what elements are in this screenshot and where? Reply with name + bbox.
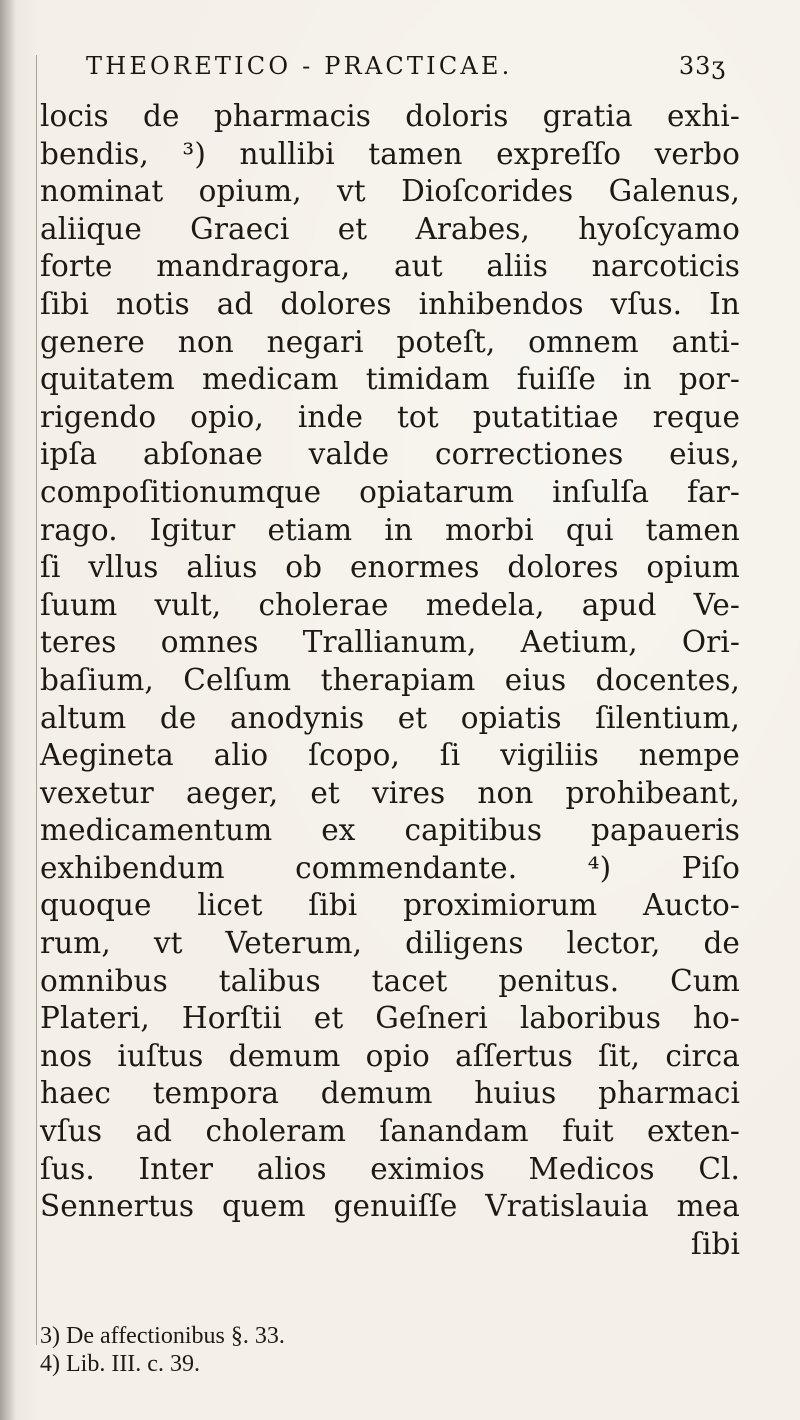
text-line: forte mandragora, aut aliis narcoticis bbox=[40, 249, 740, 284]
text-line: vſus ad choleram ſanandam fuit exten- bbox=[40, 1114, 740, 1149]
text-line: teres omnes Trallianum, Aetium, Ori- bbox=[40, 625, 740, 660]
text-line: ſi vllus alius ob enormes dolores opium bbox=[40, 550, 740, 585]
text-line: ſus. Inter alios eximios Medicos Cl. bbox=[40, 1151, 740, 1186]
text-line: aliique Graeci et Arabes, hyoſcyamo bbox=[40, 211, 740, 246]
text-line: genere non negari poteſt, omnem anti- bbox=[40, 324, 740, 359]
page-header bbox=[86, 52, 726, 92]
footnote: 4) Lib. III. c. 39. bbox=[40, 1351, 200, 1377]
text-line: ſibi notis ad dolores inhibendos vſus. In bbox=[40, 286, 740, 321]
text-line: exhibendum commendante. ⁴) Piſo bbox=[40, 850, 740, 885]
text-line: medicamentum ex capitibus papaueris bbox=[40, 813, 740, 848]
text-line: locis de pharmacis doloris gratia exhi- bbox=[40, 99, 740, 133]
gutter-shadow bbox=[0, 0, 16, 1420]
text-line: Plateri, Horſtii et Geſneri laboribus ho- bbox=[40, 1001, 740, 1036]
text-line: nominat opium, vt Dioſcorides Galenus, bbox=[40, 174, 740, 209]
text-line: Sennertus quem genuiſſe Vratislauia mea bbox=[40, 1189, 740, 1224]
text-line: ſuum vult, cholerae medela, apud Ve- bbox=[40, 587, 740, 622]
text-line: compoſitionumque opiatarum inſulſa far- bbox=[40, 474, 740, 509]
text-line: vexetur aeger, et vires non prohibeant, bbox=[40, 775, 740, 810]
text-line: rigendo opio, inde tot putatitiae reque bbox=[40, 399, 740, 434]
text-line: haec tempora demum huius pharmaci bbox=[40, 1076, 740, 1111]
text-line: ipſa abſonae valde correctiones eius, bbox=[40, 437, 740, 472]
text-line: rum, vt Veterum, diligens lector, de bbox=[40, 926, 740, 961]
text-line: nos iuſtus demum opio aſſertus ſit, circa bbox=[40, 1038, 740, 1073]
text-line: quoque licet ſibi proximiorum Aucto- bbox=[40, 888, 740, 923]
page-number: 33ʒ bbox=[678, 52, 726, 80]
text-line: bendis, ³) nullibi tamen expreſſo verbo bbox=[40, 136, 740, 171]
catchword: ſibi bbox=[690, 1226, 740, 1261]
margin-rule bbox=[36, 55, 37, 1345]
text-line: quitatem medicam timidam fuiſſe in por- bbox=[40, 362, 740, 397]
text-line: omnibus talibus tacet penitus. Cum bbox=[40, 963, 740, 998]
footnote: 3) De affectionibus §. 33. bbox=[40, 1323, 285, 1349]
main-text-block bbox=[40, 98, 740, 1263]
text-line: Aegineta alio ſcopo, ſi vigiliis nempe bbox=[40, 738, 740, 773]
text-line: altum de anodynis et opiatis ſilentium, bbox=[40, 700, 740, 735]
running-head: THEORETICO - PRACTICAE. bbox=[86, 52, 513, 80]
footnotes bbox=[40, 1322, 740, 1378]
text-line: rago. Igitur etiam in morbi qui tamen bbox=[40, 512, 740, 547]
text-line: baſium, Celſum therapiam eius docentes, bbox=[40, 662, 740, 697]
